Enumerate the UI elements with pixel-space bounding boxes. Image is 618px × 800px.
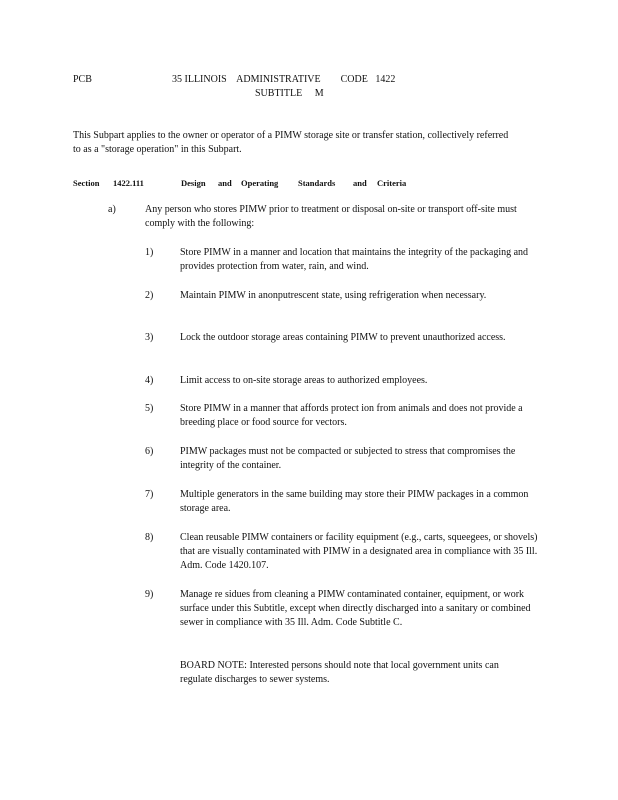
board-note: BOARD NOTE: Interested persons should note that local government units can regulate discharges to sewer systems. bbox=[180, 660, 499, 685]
list-item-number: 8) bbox=[145, 532, 154, 543]
list-item-text: Manage re sidues from cleaning a PIMW contaminated container, equipment, or work surface under this Subtitle, except when directly discharged into a sanitary or combined sewer in compliance with 35 Ill. Adm. Code Subtitle C. bbox=[180, 589, 531, 628]
header-left: PCB bbox=[73, 74, 92, 85]
section-title-word: Design bbox=[181, 178, 206, 188]
section-title-word: and bbox=[218, 178, 232, 188]
section-title-word: Operating bbox=[241, 178, 279, 188]
list-item-text: Maintain PIMW in anonputrescent state, using refrigeration when necessary. bbox=[180, 290, 487, 301]
list-item-number: 5) bbox=[145, 403, 154, 414]
header-title-line2: SUBTITLE M bbox=[255, 88, 324, 99]
section-title-word: and bbox=[353, 178, 367, 188]
section-title-word: Standards bbox=[298, 178, 336, 188]
list-item-text: Multiple generators in the same building may store their PIMW packages in a common storage area. bbox=[180, 489, 529, 514]
section-number: 1422.111 bbox=[113, 178, 144, 188]
list-item-text: Clean reusable PIMW containers or facility equipment (e.g., carts, squeegees, or shovels) that are visually contaminated with PIMW in a designated area in compliance with 35 Ill. Adm. Code 1420.107. bbox=[180, 532, 538, 571]
list-item-number: 4) bbox=[145, 375, 154, 386]
list-item-text: Store PIMW in a manner and location that maintains the integrity of the packaging and provides protection from water, rain, and wind. bbox=[180, 247, 529, 272]
list-item-number: 7) bbox=[145, 489, 154, 500]
list-item-number: 2) bbox=[145, 290, 154, 301]
list-item-number: 6) bbox=[145, 446, 154, 457]
header-title-line1: 35 ILLINOIS ADMINISTRATIVE CODE 1422 bbox=[172, 74, 396, 85]
list-item-text: PIMW packages must not be compacted or subjected to stress that compromises the integrity of the container. bbox=[180, 446, 516, 471]
intro-paragraph: This Subpart applies to the owner or operator of a PIMW storage site or transfer station, collectively referred to as a "storage operation" in this Subpart. bbox=[73, 130, 509, 155]
list-item-text: Lock the outdoor storage areas containing PIMW to prevent unauthorized access. bbox=[180, 332, 506, 343]
list-item-number: 3) bbox=[145, 332, 154, 343]
item-a-text: Any person who stores PIMW prior to treatment or disposal on-site or transport off-site must comply with the following: bbox=[145, 204, 517, 229]
list-item-text: Limit access to on-site storage areas to authorized employees. bbox=[180, 375, 428, 386]
item-a-label: a) bbox=[108, 204, 116, 215]
list-item-number: 1) bbox=[145, 247, 154, 258]
list-item-number: 9) bbox=[145, 589, 154, 600]
section-title-word: Criteria bbox=[377, 178, 407, 188]
list-item-text: Store PIMW in a manner that affords protect ion from animals and does not provide a breeding place or food source for vectors. bbox=[180, 403, 523, 428]
section-label: Section bbox=[73, 178, 100, 188]
